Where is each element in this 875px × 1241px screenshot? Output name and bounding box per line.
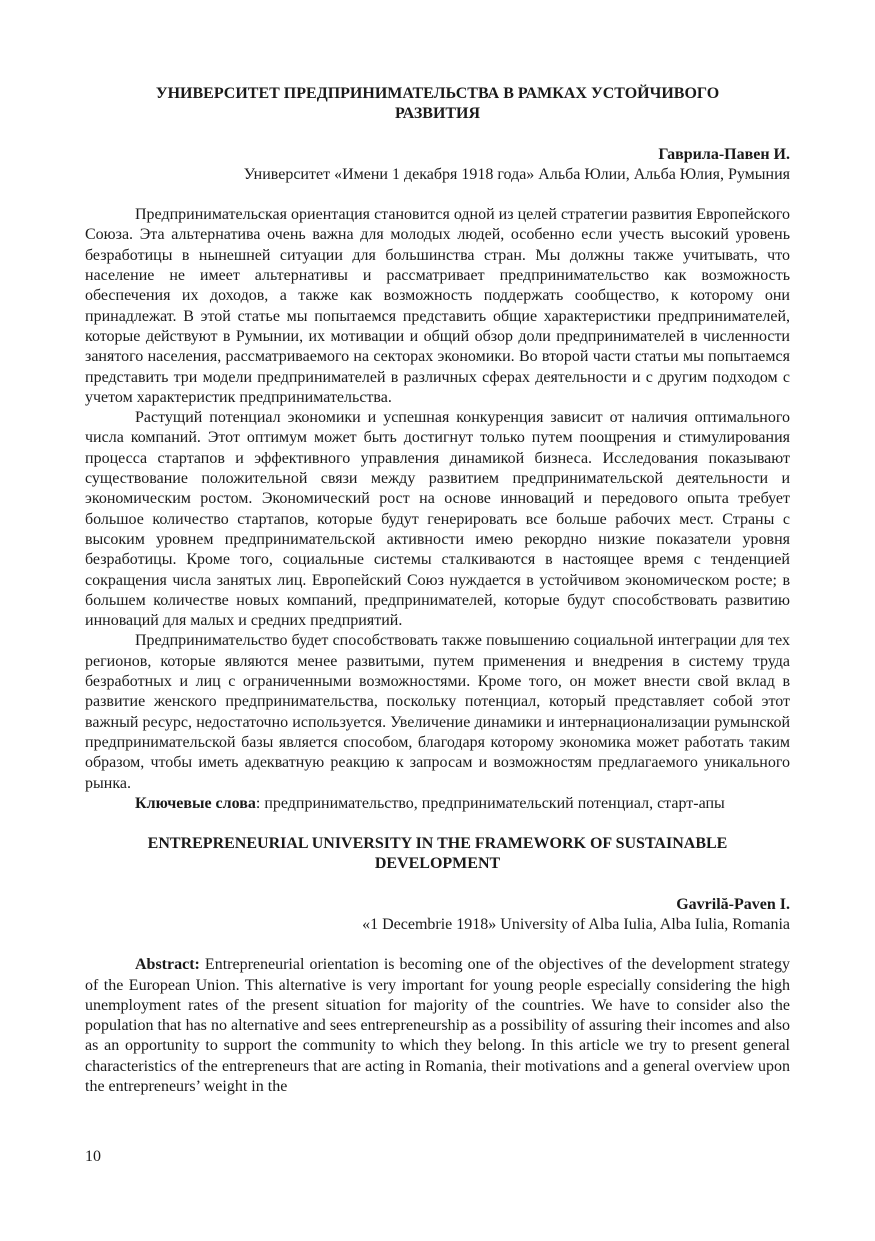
ru-keywords [85, 794, 790, 814]
en-title: ENTREPRENEURIAL UNIVERSITY IN THE FRAMEWORK OF SUSTAINABLE DEVELOPMENT [147, 835, 728, 873]
ru-affiliation: Университет «Имени 1 декабря 1918 года» Альба Юлии, Альба Юлия, Румыния [243, 165, 790, 183]
ru-paragraph: Предпринимательство будет способствовать также повышению социальной интеграции для тех регионов, которые являются менее развитыми, путем применения и внедрения в систему труда безработных и лиц с ограниченными возможностями. Кроме того, он может внести свой вклад в развитие женского предпринимательства, поскольку потенциал, который представляет собой этот важный ресурс, недостаточно используется. Увеличение динамики и интернационализации румынской предпринимательской базы является способом, благодаря которому экономика может работать таким образом, чтобы иметь адекватную реакцию к запросам и возможностям предлагаемого уникального рынка. [85, 632, 790, 792]
abstract-text: Entrepreneurial orientation is becoming one of the objectives of the development strategy of the European Union. This alternative is very important for young people especially considering the high unemployment rates of the present situation for majority of the countries. We have to consider also the population that has no alternative and sees entrepreneurship as a possibility of assuring their incomes and also as an opportunity to support the community to which they belong. In this article we try to present general characteristics of the entrepreneurs that are acting in Romania, their motivations and a general overview upon the entrepreneurs’ weight in the [85, 956, 790, 1096]
ru-author: Гаврила-Павен И. [658, 145, 790, 163]
ru-paragraph: Растущий потенциал экономики и успешная конкуренция зависит от наличия оптимального числа компаний. Этот оптимум может быть достигнут только путем поощрения и стимулирования процесса стартапов и эффективного управления динамикой бизнеса. Исследования показывают существование положительной связи между развитием предпринимательской деятельности и экономическим ростом. Экономический рост на основе инноваций и передового опыта требует большое количество стартапов, которые будут генерировать все больше рабочих мест. Страны с высоким уровнем предпринимательской активности имею рекордно низкие показатели уровня безработицы. Кроме того, социальные системы сталкиваются в настоящее время с тенденцией сокращения числа занятых лиц. Европейский Союз нуждается в устойчивом экономическом росте; в большем количестве новых компаний, предпринимателей, которые будут способствовать развитию инноваций для малых и средних предприятий. [85, 409, 790, 630]
en-abstract [85, 955, 790, 1097]
keywords-text: : предпринимательство, предпринимательский потенциал, старт-апы [255, 794, 725, 812]
en-author: Gavrilă-Paven I. [676, 895, 790, 913]
keywords-label: Ключевые слова [135, 794, 256, 812]
ru-paragraph: Предпринимательская ориентация становится одной из целей стратегии развития Европейского Союза. Эта альтернатива очень важна для молодых людей, особенно если учесть высокий уровень безработицы в нынешней ситуации для большинства стран. Мы должны также учитывать, что население не имеет альтернативы и рассматривает предпринимательство как возможность обеспечения их доходов, а также как возможность поддержать сообщество, к которому они принадлежат. В этой статье мы попытаемся представить общие характеристики предпринимателей, которые действуют в Румынии, их мотивации и общий обзор доли предпринимателей в численности занятого населения, рассматриваемого на секторах экономики. Во второй части статьи мы попытаемся представить три модели предпринимателей в различных сферах деятельности и с другим подходом с учетом характеристик предпринимательства. [85, 206, 790, 406]
ru-title: УНИВЕРСИТЕТ ПРЕДПРИНИМАТЕЛЬСТВА В РАМКАХ УСТОЙЧИВОГО РАЗВИТИЯ [155, 85, 720, 123]
abstract-label: Abstract: [135, 956, 200, 974]
en-affiliation: «1 Decembrie 1918» University of Alba Iulia, Alba Iulia, Romania [362, 915, 790, 933]
page-number: 10 [85, 1148, 101, 1165]
document-page [85, 84, 790, 1097]
